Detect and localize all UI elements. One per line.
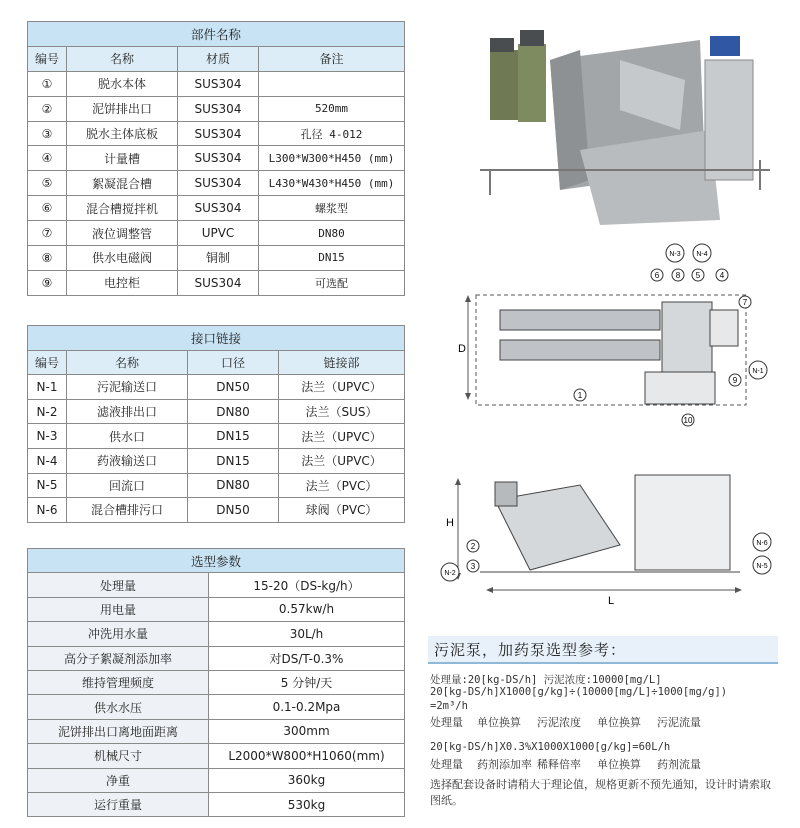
table-cell: 520mm [259, 96, 405, 121]
param-value: 530kg [209, 792, 405, 816]
callout-label: 8 [675, 271, 681, 280]
param-value: 对DS/T-0.3% [209, 646, 405, 670]
table-row [28, 96, 405, 121]
table-cell: SUS304 [178, 196, 259, 221]
table-row [28, 246, 405, 271]
param-value: L2000*W800*H1060(mm) [209, 744, 405, 768]
table-cell [259, 71, 405, 96]
col-header: 链接部 [279, 350, 405, 375]
table-row [28, 399, 405, 424]
pump-calc-line: 20[kg-DS/h]X0.3%X1000X1000[g/kg]=60L/h [430, 741, 671, 753]
table-cell: 污泥输送口 [67, 375, 188, 400]
table-cell: 计量槽 [67, 146, 178, 171]
param-value: 5 分钟/天 [209, 670, 405, 694]
col-header: 口径 [188, 350, 279, 375]
table-cell: 脱水本体 [67, 71, 178, 96]
table-cell: DN80 [259, 221, 405, 246]
callout-label: 9 [732, 376, 738, 385]
callout-label: 1 [577, 391, 583, 400]
pump-section-title: 污泥泵，加药泵选型参考： [428, 636, 778, 664]
table-cell: 供水口 [67, 424, 188, 449]
table-cell: 液位调整管 [67, 221, 178, 246]
callout-label: 10 [683, 416, 693, 425]
table-cell: 絮凝混合槽 [67, 171, 178, 196]
table-row [28, 221, 405, 246]
param-label: 运行重量 [28, 792, 209, 816]
table-cell: N-4 [28, 448, 67, 473]
col-header: 材质 [178, 46, 259, 71]
col-header: 编号 [28, 350, 67, 375]
table-cell: 孔径 4-012 [259, 121, 405, 146]
notice-text: 选择配套设备时请稍大于理论值，规格更新不预先通知，设计时请索取图纸。 [430, 778, 771, 807]
calc-label: 处理量 [430, 716, 463, 729]
table-cell: ⑥ [28, 196, 67, 221]
table-cell: DN80 [188, 399, 279, 424]
calc-label: 稀释倍率 [537, 758, 581, 771]
elevation-view-drawing [440, 460, 780, 620]
table-cell: ② [28, 96, 67, 121]
calc-label: 单位换算 [597, 758, 641, 771]
param-label: 机械尺寸 [28, 744, 209, 768]
table-cell: 法兰（UPVC） [279, 424, 405, 449]
table-cell: 供水电磁阀 [67, 246, 178, 271]
col-header: 名称 [67, 46, 178, 71]
table-row [28, 670, 405, 694]
table-cell: 螺浆型 [259, 196, 405, 221]
table-cell: DN50 [188, 375, 279, 400]
callout-label: 4 [719, 271, 725, 280]
table-cell: SUS304 [178, 146, 259, 171]
table-cell: SUS304 [178, 171, 259, 196]
table-cell: 滤液排出口 [67, 399, 188, 424]
table-cell: 法兰（UPVC） [279, 448, 405, 473]
param-label: 维持管理频度 [28, 670, 209, 694]
table-cell: SUS304 [178, 96, 259, 121]
param-label: 用电量 [28, 597, 209, 621]
callout-label: 2 [470, 542, 476, 551]
param-label: 高分子絮凝剂添加率 [28, 646, 209, 670]
table-cell: ③ [28, 121, 67, 146]
table-cell: DN80 [188, 473, 279, 498]
table-cell: L300*W300*H450 (mm) [259, 146, 405, 171]
table-cell: SUS304 [178, 71, 259, 96]
table-row [28, 146, 405, 171]
table-row [28, 695, 405, 719]
table-row [28, 646, 405, 670]
table-cell: ⑨ [28, 270, 67, 295]
calc-label: 药剂流量 [657, 758, 701, 771]
calc-label: 单位换算 [597, 716, 641, 729]
table-row [28, 622, 405, 646]
table-cell: N-2 [28, 399, 67, 424]
table-row [28, 792, 405, 816]
interfaces-table-title: 接口链接 [28, 326, 405, 351]
param-value: 0.57kw/h [209, 597, 405, 621]
table-cell: 法兰（UPVC） [279, 375, 405, 400]
table-cell: 铜制 [178, 246, 259, 271]
table-row [28, 573, 405, 597]
table-cell: ⑦ [28, 221, 67, 246]
table-row [28, 498, 405, 523]
table-cell: L430*W430*H450 (mm) [259, 171, 405, 196]
callout-label: N-2 [444, 570, 456, 577]
table-row [28, 270, 405, 295]
table-row [28, 597, 405, 621]
elev-l-label: L [608, 595, 615, 607]
table-cell: ⑤ [28, 171, 67, 196]
table-cell: 脱水主体底板 [67, 121, 178, 146]
table-row [28, 375, 405, 400]
pump-calc-line: 处理量:20[kg-DS/h] 污泥浓度:10000[mg/L] [430, 674, 662, 686]
param-label: 供水水压 [28, 695, 209, 719]
table-cell: ① [28, 71, 67, 96]
table-cell: UPVC [178, 221, 259, 246]
elev-h-label: H [446, 517, 454, 529]
machine-photo [470, 20, 775, 230]
table-cell: N-1 [28, 375, 67, 400]
col-header: 名称 [67, 350, 188, 375]
table-row [28, 121, 405, 146]
table-cell: DN15 [188, 448, 279, 473]
table-cell: 法兰（PVC） [279, 473, 405, 498]
table-row [28, 744, 405, 768]
table-row [28, 71, 405, 96]
plan-view-drawing [440, 240, 780, 430]
table-cell: 泥饼排出口 [67, 96, 178, 121]
params-table-title: 选型参数 [28, 549, 405, 573]
callout-label: N-6 [756, 540, 768, 547]
params-table [27, 548, 405, 817]
table-cell: SUS304 [178, 270, 259, 295]
table-row [28, 196, 405, 221]
callout-label: 6 [654, 271, 660, 280]
table-cell: N-6 [28, 498, 67, 523]
param-value: 15-20（DS-kg/h） [209, 573, 405, 597]
table-cell: SUS304 [178, 121, 259, 146]
table-row [28, 719, 405, 743]
table-cell: 回流口 [67, 473, 188, 498]
interfaces-table [27, 325, 405, 523]
param-value: 300mm [209, 719, 405, 743]
callout-label: 7 [742, 298, 748, 307]
table-cell: 电控柜 [67, 270, 178, 295]
table-cell: 混合槽搅拌机 [67, 196, 178, 221]
table-cell: 法兰（SUS） [279, 399, 405, 424]
table-cell: DN50 [188, 498, 279, 523]
param-value: 30L/h [209, 622, 405, 646]
col-header: 备注 [259, 46, 405, 71]
param-value: 0.1-0.2Mpa [209, 695, 405, 719]
table-row [28, 473, 405, 498]
parts-table-title: 部件名称 [28, 22, 405, 47]
table-cell: ⑧ [28, 246, 67, 271]
param-label: 泥饼排出口离地面距离 [28, 719, 209, 743]
calc-label: 单位换算 [477, 716, 521, 729]
parts-table [27, 21, 405, 296]
table-row [28, 171, 405, 196]
table-cell: 球阀（PVC） [279, 498, 405, 523]
table-cell: N-3 [28, 424, 67, 449]
table-cell: N-5 [28, 473, 67, 498]
param-label: 净重 [28, 768, 209, 792]
param-value: 360kg [209, 768, 405, 792]
param-label: 冲洗用水量 [28, 622, 209, 646]
table-cell: 可选配 [259, 270, 405, 295]
calc-label: 污泥流量 [657, 716, 701, 729]
table-cell: DN15 [259, 246, 405, 271]
callout-label: N-1 [752, 368, 764, 375]
calc-label: 处理量 [430, 758, 463, 771]
table-row [28, 768, 405, 792]
plan-dim-label: D [458, 343, 466, 355]
table-cell: DN15 [188, 424, 279, 449]
callout-label: N-4 [696, 251, 708, 258]
table-row [28, 448, 405, 473]
table-cell: ④ [28, 146, 67, 171]
param-label: 处理量 [28, 573, 209, 597]
table-cell: 药液输送口 [67, 448, 188, 473]
table-row [28, 424, 405, 449]
col-header: 编号 [28, 46, 67, 71]
calc-label: 污泥浓度 [537, 716, 581, 729]
calc-label: 药剂添加率 [477, 758, 532, 771]
callout-label: 5 [695, 271, 701, 280]
table-cell: 混合槽排污口 [67, 498, 188, 523]
callout-label: N-5 [756, 563, 768, 570]
pump-calc-line: =2m³/h [430, 700, 468, 712]
pump-calc-line: 20[kg-DS/h]X1000[g/kg]÷(10000[mg/L]÷1000[mg/g]) [430, 686, 728, 698]
callout-label: N-3 [669, 251, 681, 258]
callout-label: 3 [470, 562, 476, 571]
